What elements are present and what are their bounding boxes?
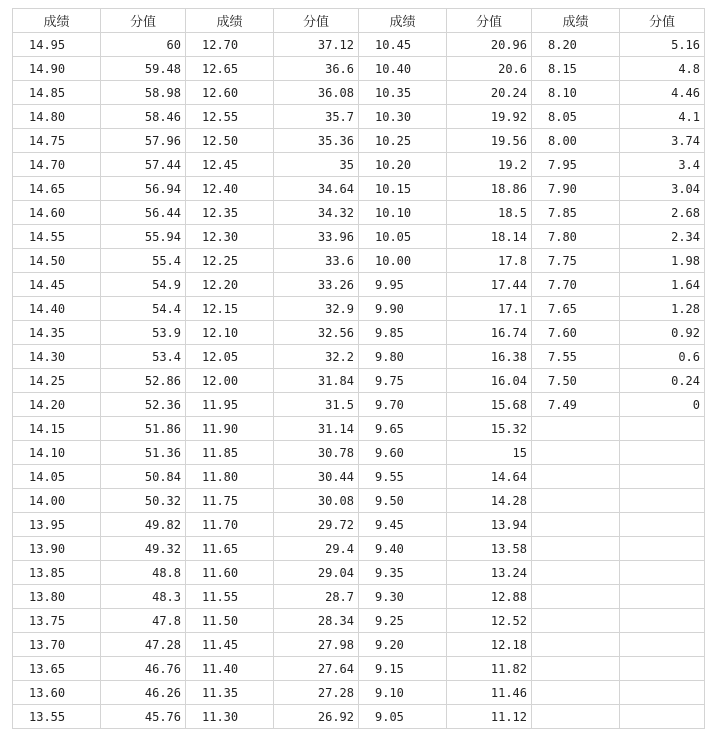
table-row <box>13 609 705 633</box>
header-row <box>13 9 705 33</box>
points-cell[interactable]: 32.2 <box>274 345 359 369</box>
score-cell[interactable]: 14.90 <box>13 57 101 81</box>
table-row <box>13 177 705 201</box>
score-cell[interactable] <box>532 513 620 537</box>
points-cell[interactable]: 49.32 <box>101 537 186 561</box>
points-cell[interactable]: 16.74 <box>447 321 532 345</box>
score-cell[interactable] <box>532 417 620 441</box>
score-cell[interactable]: 9.50 <box>359 489 447 513</box>
points-cell[interactable] <box>620 441 705 465</box>
score-cell[interactable] <box>532 609 620 633</box>
points-cell[interactable]: 34.64 <box>274 177 359 201</box>
points-cell[interactable]: 1.98 <box>620 249 705 273</box>
header-points-4: 分值 <box>620 9 705 33</box>
points-cell[interactable]: 16.04 <box>447 369 532 393</box>
points-cell[interactable]: 53.4 <box>101 345 186 369</box>
score-cell[interactable]: 10.10 <box>359 201 447 225</box>
points-cell[interactable]: 28.34 <box>274 609 359 633</box>
points-cell[interactable]: 4.8 <box>620 57 705 81</box>
score-cell[interactable]: 7.95 <box>532 153 620 177</box>
table-row <box>13 129 705 153</box>
table-row <box>13 321 705 345</box>
score-cell[interactable] <box>532 489 620 513</box>
header-score-3: 成绩 <box>359 9 447 33</box>
points-cell[interactable] <box>620 705 705 729</box>
score-cell[interactable]: 13.65 <box>13 657 101 681</box>
points-cell[interactable]: 47.8 <box>101 609 186 633</box>
score-cell[interactable]: 11.70 <box>186 513 274 537</box>
table-row <box>13 57 705 81</box>
points-cell[interactable]: 20.6 <box>447 57 532 81</box>
score-cell[interactable]: 9.60 <box>359 441 447 465</box>
score-cell[interactable]: 11.45 <box>186 633 274 657</box>
score-cell[interactable]: 8.00 <box>532 129 620 153</box>
score-cell[interactable]: 11.85 <box>186 441 274 465</box>
score-cell[interactable]: 9.05 <box>359 705 447 729</box>
table-row <box>13 201 705 225</box>
points-cell[interactable]: 51.36 <box>101 441 186 465</box>
score-cell[interactable]: 12.05 <box>186 345 274 369</box>
points-cell[interactable] <box>620 489 705 513</box>
score-cell[interactable]: 9.80 <box>359 345 447 369</box>
table-row <box>13 441 705 465</box>
table-row <box>13 705 705 729</box>
score-cell[interactable]: 14.00 <box>13 489 101 513</box>
points-cell[interactable] <box>620 513 705 537</box>
points-cell[interactable] <box>620 465 705 489</box>
points-cell[interactable]: 5.16 <box>620 33 705 57</box>
score-cell[interactable]: 12.55 <box>186 105 274 129</box>
table-row <box>13 489 705 513</box>
score-cell[interactable]: 12.20 <box>186 273 274 297</box>
table-row <box>13 633 705 657</box>
table-row <box>13 33 705 57</box>
score-cell[interactable]: 11.50 <box>186 609 274 633</box>
score-cell[interactable]: 12.65 <box>186 57 274 81</box>
points-cell[interactable]: 12.18 <box>447 633 532 657</box>
score-cell[interactable]: 12.40 <box>186 177 274 201</box>
table-row <box>13 585 705 609</box>
points-cell[interactable]: 36.08 <box>274 81 359 105</box>
points-cell[interactable]: 17.44 <box>447 273 532 297</box>
score-cell[interactable]: 9.45 <box>359 513 447 537</box>
score-cell[interactable]: 14.05 <box>13 465 101 489</box>
score-cell[interactable] <box>532 633 620 657</box>
points-cell[interactable]: 13.58 <box>447 537 532 561</box>
table-row <box>13 81 705 105</box>
points-cell[interactable]: 34.32 <box>274 201 359 225</box>
points-cell[interactable]: 52.36 <box>101 393 186 417</box>
points-cell[interactable]: 15 <box>447 441 532 465</box>
points-cell[interactable]: 27.28 <box>274 681 359 705</box>
score-cell[interactable]: 7.85 <box>532 201 620 225</box>
points-cell[interactable]: 4.46 <box>620 81 705 105</box>
score-cell[interactable]: 10.20 <box>359 153 447 177</box>
score-cell[interactable]: 10.00 <box>359 249 447 273</box>
points-cell[interactable]: 58.98 <box>101 81 186 105</box>
points-cell[interactable]: 2.34 <box>620 225 705 249</box>
points-cell[interactable]: 0.92 <box>620 321 705 345</box>
score-cell[interactable]: 9.75 <box>359 369 447 393</box>
points-cell[interactable]: 27.98 <box>274 633 359 657</box>
score-cell[interactable]: 11.90 <box>186 417 274 441</box>
points-cell[interactable]: 31.84 <box>274 369 359 393</box>
points-cell[interactable]: 57.96 <box>101 129 186 153</box>
score-cell[interactable]: 11.40 <box>186 657 274 681</box>
points-cell[interactable]: 0.24 <box>620 369 705 393</box>
score-cell[interactable]: 9.20 <box>359 633 447 657</box>
score-cell[interactable]: 10.15 <box>359 177 447 201</box>
points-cell[interactable]: 18.86 <box>447 177 532 201</box>
score-cell[interactable]: 11.80 <box>186 465 274 489</box>
score-cell[interactable]: 12.60 <box>186 81 274 105</box>
score-cell[interactable]: 8.10 <box>532 81 620 105</box>
points-cell[interactable]: 18.5 <box>447 201 532 225</box>
score-cell[interactable]: 8.05 <box>532 105 620 129</box>
score-cell[interactable]: 12.10 <box>186 321 274 345</box>
score-cell[interactable]: 11.95 <box>186 393 274 417</box>
points-cell[interactable]: 48.3 <box>101 585 186 609</box>
points-cell[interactable]: 29.04 <box>274 561 359 585</box>
score-cell[interactable] <box>532 441 620 465</box>
table-row <box>13 681 705 705</box>
points-cell[interactable]: 15.68 <box>447 393 532 417</box>
table-row <box>13 393 705 417</box>
points-cell[interactable]: 35.7 <box>274 105 359 129</box>
score-cell[interactable]: 9.35 <box>359 561 447 585</box>
score-cell[interactable] <box>532 585 620 609</box>
table-row <box>13 297 705 321</box>
score-cell[interactable]: 7.60 <box>532 321 620 345</box>
points-cell[interactable]: 0 <box>620 393 705 417</box>
score-cell[interactable]: 13.75 <box>13 609 101 633</box>
score-cell[interactable]: 14.15 <box>13 417 101 441</box>
table-row <box>13 537 705 561</box>
points-cell[interactable]: 51.86 <box>101 417 186 441</box>
points-cell[interactable]: 58.46 <box>101 105 186 129</box>
points-cell[interactable] <box>620 537 705 561</box>
points-cell[interactable]: 53.9 <box>101 321 186 345</box>
score-cell[interactable]: 14.65 <box>13 177 101 201</box>
points-cell[interactable]: 30.78 <box>274 441 359 465</box>
score-cell[interactable]: 7.70 <box>532 273 620 297</box>
points-cell[interactable]: 56.44 <box>101 201 186 225</box>
points-cell[interactable]: 50.84 <box>101 465 186 489</box>
score-cell[interactable]: 14.30 <box>13 345 101 369</box>
points-cell[interactable]: 57.44 <box>101 153 186 177</box>
points-cell[interactable]: 3.74 <box>620 129 705 153</box>
points-cell[interactable]: 52.86 <box>101 369 186 393</box>
table-row <box>13 273 705 297</box>
score-cell[interactable]: 11.35 <box>186 681 274 705</box>
points-cell[interactable]: 16.38 <box>447 345 532 369</box>
score-cell[interactable]: 8.20 <box>532 33 620 57</box>
points-cell[interactable] <box>620 609 705 633</box>
score-cell[interactable]: 9.15 <box>359 657 447 681</box>
score-cell[interactable]: 7.50 <box>532 369 620 393</box>
points-cell[interactable]: 33.96 <box>274 225 359 249</box>
points-cell[interactable]: 28.7 <box>274 585 359 609</box>
points-cell[interactable]: 20.24 <box>447 81 532 105</box>
score-cell[interactable]: 12.45 <box>186 153 274 177</box>
score-cell[interactable]: 14.75 <box>13 129 101 153</box>
points-cell[interactable] <box>620 681 705 705</box>
score-cell[interactable]: 13.85 <box>13 561 101 585</box>
score-cell[interactable]: 12.25 <box>186 249 274 273</box>
points-cell[interactable]: 54.4 <box>101 297 186 321</box>
score-cell[interactable]: 10.05 <box>359 225 447 249</box>
points-cell[interactable]: 12.88 <box>447 585 532 609</box>
points-cell[interactable]: 31.14 <box>274 417 359 441</box>
score-cell[interactable]: 14.35 <box>13 321 101 345</box>
score-cell[interactable]: 14.40 <box>13 297 101 321</box>
points-cell[interactable]: 14.28 <box>447 489 532 513</box>
score-cell[interactable]: 13.70 <box>13 633 101 657</box>
score-cell[interactable]: 12.00 <box>186 369 274 393</box>
score-cell[interactable]: 9.25 <box>359 609 447 633</box>
score-cell[interactable]: 11.55 <box>186 585 274 609</box>
points-cell[interactable]: 49.82 <box>101 513 186 537</box>
score-cell[interactable]: 14.25 <box>13 369 101 393</box>
score-cell[interactable] <box>532 657 620 681</box>
score-cell[interactable]: 14.85 <box>13 81 101 105</box>
score-cell[interactable]: 13.95 <box>13 513 101 537</box>
score-cell[interactable]: 14.80 <box>13 105 101 129</box>
score-cell[interactable]: 7.55 <box>532 345 620 369</box>
score-cell[interactable]: 11.75 <box>186 489 274 513</box>
score-cell[interactable]: 14.70 <box>13 153 101 177</box>
points-cell[interactable]: 13.24 <box>447 561 532 585</box>
score-cell[interactable]: 14.50 <box>13 249 101 273</box>
points-cell[interactable]: 4.1 <box>620 105 705 129</box>
points-cell[interactable]: 17.1 <box>447 297 532 321</box>
points-cell[interactable]: 59.48 <box>101 57 186 81</box>
points-cell[interactable]: 26.92 <box>274 705 359 729</box>
points-cell[interactable]: 32.56 <box>274 321 359 345</box>
points-cell[interactable]: 11.46 <box>447 681 532 705</box>
score-cell[interactable]: 12.35 <box>186 201 274 225</box>
score-cell[interactable]: 10.40 <box>359 57 447 81</box>
table-row <box>13 417 705 441</box>
score-cell[interactable]: 10.30 <box>359 105 447 129</box>
points-cell[interactable]: 20.96 <box>447 33 532 57</box>
points-cell[interactable]: 50.32 <box>101 489 186 513</box>
table-row <box>13 465 705 489</box>
score-cell[interactable]: 12.70 <box>186 33 274 57</box>
score-cell[interactable]: 7.49 <box>532 393 620 417</box>
points-cell[interactable]: 35 <box>274 153 359 177</box>
table-row <box>13 345 705 369</box>
header-points-3: 分值 <box>447 9 532 33</box>
points-cell[interactable]: 29.72 <box>274 513 359 537</box>
points-cell[interactable]: 14.64 <box>447 465 532 489</box>
score-cell[interactable]: 9.55 <box>359 465 447 489</box>
points-cell[interactable] <box>620 585 705 609</box>
score-cell[interactable] <box>532 681 620 705</box>
table-row <box>13 105 705 129</box>
score-cell[interactable]: 9.85 <box>359 321 447 345</box>
score-cell[interactable]: 11.30 <box>186 705 274 729</box>
score-cell[interactable]: 8.15 <box>532 57 620 81</box>
table-row <box>13 249 705 273</box>
points-cell[interactable]: 47.28 <box>101 633 186 657</box>
score-cell[interactable]: 9.40 <box>359 537 447 561</box>
score-cell[interactable]: 14.60 <box>13 201 101 225</box>
score-cell[interactable]: 14.55 <box>13 225 101 249</box>
score-cell[interactable]: 9.10 <box>359 681 447 705</box>
score-cell[interactable]: 9.30 <box>359 585 447 609</box>
points-cell[interactable]: 36.6 <box>274 57 359 81</box>
score-cell[interactable]: 14.10 <box>13 441 101 465</box>
points-cell[interactable]: 48.8 <box>101 561 186 585</box>
score-cell[interactable]: 9.65 <box>359 417 447 441</box>
score-cell[interactable]: 12.15 <box>186 297 274 321</box>
score-cell[interactable]: 11.60 <box>186 561 274 585</box>
points-cell[interactable] <box>620 561 705 585</box>
points-cell[interactable]: 2.68 <box>620 201 705 225</box>
points-cell[interactable]: 55.4 <box>101 249 186 273</box>
score-cell[interactable]: 14.20 <box>13 393 101 417</box>
score-cell[interactable] <box>532 537 620 561</box>
table-row <box>13 369 705 393</box>
table-row <box>13 225 705 249</box>
score-cell[interactable]: 9.95 <box>359 273 447 297</box>
score-cell[interactable]: 11.65 <box>186 537 274 561</box>
score-cell[interactable]: 14.45 <box>13 273 101 297</box>
points-cell[interactable]: 15.32 <box>447 417 532 441</box>
points-cell[interactable]: 3.4 <box>620 153 705 177</box>
score-cell[interactable] <box>532 561 620 585</box>
score-cell[interactable]: 12.50 <box>186 129 274 153</box>
points-cell[interactable]: 35.36 <box>274 129 359 153</box>
header-score-1: 成绩 <box>13 9 101 33</box>
score-table <box>12 8 705 729</box>
points-cell[interactable]: 31.5 <box>274 393 359 417</box>
score-cell[interactable] <box>532 705 620 729</box>
points-cell[interactable]: 12.52 <box>447 609 532 633</box>
points-cell[interactable]: 46.76 <box>101 657 186 681</box>
score-cell[interactable]: 9.90 <box>359 297 447 321</box>
points-cell[interactable]: 27.64 <box>274 657 359 681</box>
points-cell[interactable]: 17.8 <box>447 249 532 273</box>
points-cell[interactable]: 46.26 <box>101 681 186 705</box>
score-cell[interactable] <box>532 465 620 489</box>
points-cell[interactable]: 3.04 <box>620 177 705 201</box>
points-cell[interactable]: 19.56 <box>447 129 532 153</box>
header-score-2: 成绩 <box>186 9 274 33</box>
points-cell[interactable]: 60 <box>101 33 186 57</box>
score-cell[interactable]: 13.80 <box>13 585 101 609</box>
points-cell[interactable]: 18.14 <box>447 225 532 249</box>
points-cell[interactable]: 19.92 <box>447 105 532 129</box>
table-body <box>13 33 705 729</box>
score-cell[interactable]: 10.45 <box>359 33 447 57</box>
score-cell[interactable]: 13.60 <box>13 681 101 705</box>
points-cell[interactable]: 30.08 <box>274 489 359 513</box>
points-cell[interactable]: 30.44 <box>274 465 359 489</box>
score-cell[interactable]: 7.75 <box>532 249 620 273</box>
score-cell[interactable]: 7.90 <box>532 177 620 201</box>
score-cell[interactable]: 7.80 <box>532 225 620 249</box>
points-cell[interactable]: 33.6 <box>274 249 359 273</box>
score-cell[interactable]: 12.30 <box>186 225 274 249</box>
score-cell[interactable]: 14.95 <box>13 33 101 57</box>
points-cell[interactable]: 13.94 <box>447 513 532 537</box>
points-cell[interactable]: 19.2 <box>447 153 532 177</box>
table-row <box>13 513 705 537</box>
points-cell[interactable]: 56.94 <box>101 177 186 201</box>
points-cell[interactable]: 11.12 <box>447 705 532 729</box>
points-cell[interactable]: 45.76 <box>101 705 186 729</box>
score-cell[interactable]: 7.65 <box>532 297 620 321</box>
points-cell[interactable]: 55.94 <box>101 225 186 249</box>
score-cell[interactable]: 13.90 <box>13 537 101 561</box>
score-cell[interactable]: 10.25 <box>359 129 447 153</box>
table-row <box>13 657 705 681</box>
points-cell[interactable]: 0.6 <box>620 345 705 369</box>
points-cell[interactable]: 33.26 <box>274 273 359 297</box>
header-points-2: 分值 <box>274 9 359 33</box>
points-cell[interactable]: 1.28 <box>620 297 705 321</box>
score-cell[interactable]: 9.70 <box>359 393 447 417</box>
points-cell[interactable]: 37.12 <box>274 33 359 57</box>
table-row <box>13 153 705 177</box>
score-cell[interactable]: 13.55 <box>13 705 101 729</box>
table-row <box>13 561 705 585</box>
points-cell[interactable] <box>620 657 705 681</box>
score-cell[interactable]: 10.35 <box>359 81 447 105</box>
points-cell[interactable]: 11.82 <box>447 657 532 681</box>
points-cell[interactable] <box>620 417 705 441</box>
header-score-4: 成绩 <box>532 9 620 33</box>
points-cell[interactable]: 32.9 <box>274 297 359 321</box>
points-cell[interactable]: 54.9 <box>101 273 186 297</box>
header-points-1: 分值 <box>101 9 186 33</box>
points-cell[interactable]: 1.64 <box>620 273 705 297</box>
points-cell[interactable]: 29.4 <box>274 537 359 561</box>
points-cell[interactable] <box>620 633 705 657</box>
